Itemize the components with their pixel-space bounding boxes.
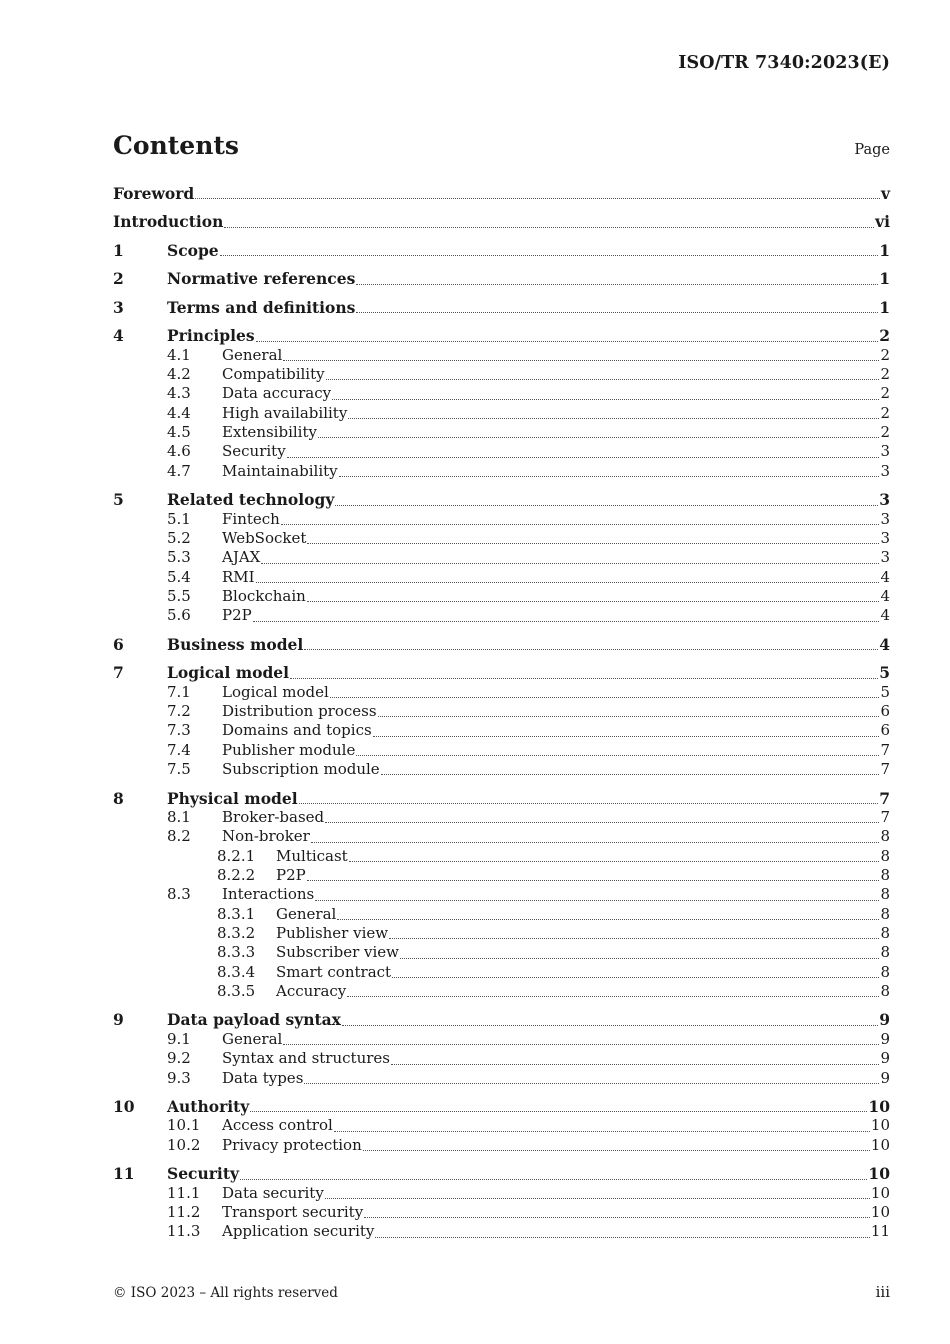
dot-leader	[389, 937, 879, 939]
toc-entry-number: 2	[113, 269, 124, 289]
toc-entry-page: 8	[880, 846, 890, 865]
toc-entry-label: Introduction	[113, 212, 224, 232]
dot-leader	[339, 475, 880, 477]
toc-entry[interactable]	[113, 269, 890, 288]
dot-leader	[250, 1110, 867, 1112]
toc-entry-label: Logical model	[167, 663, 290, 683]
toc-entry-page: 7	[880, 807, 890, 826]
dot-leader	[400, 957, 879, 959]
toc-entry-label: WebSocket	[222, 529, 307, 547]
toc-entry-page: 6	[880, 702, 890, 721]
toc-entry[interactable]	[113, 346, 890, 365]
toc-entry-page: 8	[880, 981, 890, 1000]
dot-leader	[334, 1130, 870, 1132]
toc-entry-page: 10	[870, 1183, 890, 1202]
toc-entry-number: 8.3.1	[217, 904, 256, 923]
toc-entry[interactable]	[113, 1136, 890, 1155]
dot-leader	[364, 1216, 870, 1218]
toc-entry-page: 8	[880, 962, 890, 981]
toc-entry-page: 4	[880, 567, 890, 586]
toc-entry-number: 5.1	[167, 509, 191, 528]
dot-leader	[347, 995, 879, 997]
toc-entry[interactable]	[113, 635, 890, 654]
dot-leader	[356, 754, 879, 756]
toc-entry[interactable]	[113, 1203, 890, 1222]
toc-entry-label: Security	[222, 442, 286, 461]
toc-entry-label: Extensibility	[222, 423, 317, 442]
toc-entry-page: 7	[879, 788, 890, 808]
toc-entry-number: 8.2.2	[217, 865, 256, 884]
toc-entry-number: 8.3	[167, 885, 191, 904]
toc-entry-page: v	[880, 184, 890, 203]
dot-leader	[318, 436, 879, 438]
toc-entry-page: 2	[880, 365, 890, 384]
toc-entry[interactable]	[113, 490, 890, 509]
toc-entry-label: P2P	[276, 865, 306, 884]
toc-entry-number: 5.2	[167, 529, 191, 547]
toc-entry[interactable]	[113, 827, 890, 846]
toc-entry-page: 2	[880, 403, 890, 422]
toc-entry-page: 8	[880, 943, 890, 962]
toc-entry-label: Broker-based	[222, 807, 325, 826]
toc-entry[interactable]	[113, 760, 890, 779]
toc-entry-number: 7.5	[167, 760, 191, 779]
toc-entry-number: 8.3.5	[217, 981, 256, 1000]
toc-entry-label: RMI	[222, 567, 255, 586]
toc-entry[interactable]	[113, 1097, 890, 1116]
toc-entry-label: General	[276, 904, 337, 923]
toc-entry-page: 11	[870, 1222, 890, 1241]
toc-entry[interactable]	[113, 1069, 890, 1088]
toc-entry-label: Logical model	[222, 682, 329, 701]
toc-entry[interactable]	[113, 721, 890, 740]
toc-entry-label: Normative references	[167, 269, 356, 289]
toc-entry[interactable]	[113, 298, 890, 317]
toc-entry-label: Physical model	[167, 788, 298, 808]
toc-entry[interactable]	[113, 1164, 890, 1183]
dot-leader	[332, 398, 879, 400]
toc-entry-label: Subscription module	[222, 760, 380, 779]
toc-entry-number: 6	[113, 634, 124, 654]
toc-entry-label: Scope	[167, 240, 219, 260]
toc-entry[interactable]	[113, 663, 890, 682]
toc-entry-label: Data accuracy	[222, 384, 332, 403]
page-column-label: Page	[854, 142, 890, 158]
dot-leader	[326, 378, 880, 380]
toc-entry-page: 3	[880, 442, 890, 461]
toc-entry[interactable]	[113, 548, 890, 567]
toc-entry-label: Security	[167, 1164, 239, 1184]
dot-leader	[253, 620, 880, 622]
page-title: Contents	[113, 131, 240, 160]
dot-leader	[391, 1063, 879, 1065]
toc-entry-label: Distribution process	[222, 702, 377, 721]
toc-entry-number: 4	[113, 326, 124, 346]
toc-entry-label: High availability	[222, 403, 348, 422]
toc-entry-page: 9	[880, 1068, 890, 1087]
dot-leader	[375, 1236, 870, 1238]
toc-entry-label: Syntax and structures	[222, 1049, 390, 1068]
toc-entry-page: 1	[879, 297, 890, 317]
toc-entry[interactable]	[113, 568, 890, 587]
toc-entry[interactable]	[113, 924, 890, 943]
toc-entry-label: Terms and definitions	[167, 297, 356, 317]
toc-entry[interactable]	[113, 404, 890, 423]
toc-entry-number: 8	[113, 788, 124, 808]
toc-entry-page: 4	[880, 606, 890, 625]
toc-entry[interactable]	[113, 885, 890, 904]
dot-leader	[256, 340, 879, 342]
toc-entry-number: 5.4	[167, 567, 191, 586]
toc-entry-page: 6	[880, 721, 890, 740]
toc-entry-page: 3	[880, 529, 890, 547]
toc-entry[interactable]	[113, 184, 890, 203]
toc-entry[interactable]	[113, 1116, 890, 1135]
toc-entry-number: 11.1	[167, 1183, 201, 1202]
toc-entry[interactable]	[113, 442, 890, 461]
toc-entry-number: 1	[113, 240, 124, 260]
table-of-contents	[113, 184, 890, 1242]
toc-entry-page: 9	[879, 1010, 890, 1030]
dot-leader	[283, 359, 879, 361]
dot-leader	[373, 735, 880, 737]
toc-entry-number: 3	[113, 297, 124, 317]
dot-leader	[342, 1024, 878, 1026]
toc-entry-number: 8.2	[167, 827, 191, 846]
dot-leader	[307, 879, 880, 881]
dot-leader	[363, 1149, 870, 1151]
dot-leader	[311, 841, 880, 843]
toc-entry-page: 8	[880, 904, 890, 923]
dot-leader	[281, 523, 880, 525]
toc-entry-page: 2	[880, 384, 890, 403]
toc-entry[interactable]	[113, 510, 890, 529]
toc-entry-page: 10	[870, 1116, 890, 1135]
toc-entry[interactable]	[113, 606, 890, 625]
toc-entry-label: Non-broker	[222, 827, 310, 846]
toc-entry-page: 1	[879, 269, 890, 289]
toc-entry-number: 11.2	[167, 1202, 201, 1221]
dot-leader	[299, 802, 879, 804]
toc-entry-number: 4.4	[167, 403, 191, 422]
toc-entry-label: Related technology	[167, 490, 335, 510]
toc-entry[interactable]	[113, 587, 890, 606]
toc-entry-label: Principles	[167, 326, 255, 346]
dot-leader	[287, 456, 880, 458]
dot-leader	[224, 226, 874, 228]
toc-entry-page: 7	[880, 740, 890, 759]
toc-entry-page: 10	[870, 1202, 890, 1221]
toc-entry[interactable]	[113, 529, 890, 548]
toc-entry[interactable]	[113, 1049, 890, 1068]
dot-leader	[348, 417, 879, 419]
toc-entry[interactable]	[113, 943, 890, 962]
dot-leader	[220, 254, 879, 256]
toc-entry-label: Fintech	[222, 509, 280, 528]
dot-leader	[256, 581, 880, 583]
toc-entry-number: 4.2	[167, 365, 191, 384]
toc-entry-number: 11	[113, 1164, 135, 1184]
document-id: ISO/TR 7340:2023(E)	[678, 53, 890, 73]
toc-entry-label: AJAX	[222, 548, 261, 567]
toc-entry[interactable]	[113, 1184, 890, 1203]
toc-entry-number: 5.3	[167, 548, 191, 567]
toc-entry[interactable]	[113, 866, 890, 885]
toc-entry-page: 4	[880, 587, 890, 606]
dot-leader	[195, 197, 880, 199]
toc-entry-number: 4.1	[167, 345, 191, 364]
toc-entry[interactable]	[113, 212, 890, 231]
toc-entry-label: Data security	[222, 1183, 324, 1202]
dot-leader	[290, 677, 878, 679]
toc-entry-number: 7.2	[167, 702, 191, 721]
dot-leader	[283, 1043, 879, 1045]
toc-entry[interactable]	[113, 963, 890, 982]
toc-entry-number: 4.6	[167, 442, 191, 461]
toc-entry-label: P2P	[222, 606, 252, 625]
toc-entry[interactable]	[113, 384, 890, 403]
toc-entry-label: Authority	[167, 1096, 250, 1116]
toc-entry[interactable]	[113, 905, 890, 924]
toc-entry-label: Application security	[222, 1222, 375, 1241]
toc-entry-label: General	[222, 1029, 283, 1048]
toc-entry-page: 2	[880, 423, 890, 442]
toc-entry-page: 2	[879, 326, 890, 346]
toc-entry-label: Blockchain	[222, 587, 306, 606]
page-number: iii	[875, 1283, 890, 1301]
toc-entry-label: Interactions	[222, 885, 315, 904]
dot-leader	[392, 976, 879, 978]
toc-entry-number: 8.3.3	[217, 943, 256, 962]
toc-entry-page: 8	[880, 923, 890, 942]
toc-entry-page: 8	[880, 885, 890, 904]
toc-entry-page: 2	[880, 345, 890, 364]
dot-leader	[315, 899, 879, 901]
toc-entry-number: 9.2	[167, 1049, 191, 1068]
toc-entry-number: 4.7	[167, 461, 191, 480]
toc-entry-label: Transport security	[222, 1202, 364, 1221]
toc-entry-page: 5	[880, 682, 890, 701]
toc-entry-page: 3	[880, 461, 890, 480]
dot-leader	[330, 696, 880, 698]
dot-leader	[335, 504, 878, 506]
toc-entry-number: 9.3	[167, 1068, 191, 1087]
dot-leader	[378, 715, 880, 717]
toc-entry-label: Maintainability	[222, 461, 338, 480]
toc-entry-number: 8.1	[167, 807, 191, 826]
toc-entry-number: 11.3	[167, 1222, 201, 1241]
toc-entry-number: 8.2.1	[217, 846, 256, 865]
toc-entry-label: Smart contract	[276, 962, 392, 981]
dot-leader	[307, 600, 880, 602]
toc-entry-label: Business model	[167, 634, 304, 654]
toc-entry[interactable]	[113, 326, 890, 345]
dot-leader	[349, 860, 880, 862]
toc-entry[interactable]	[113, 1030, 890, 1049]
toc-entry-page: 3	[880, 548, 890, 567]
toc-entry-number: 10.2	[167, 1135, 201, 1154]
toc-entry-number: 10	[113, 1096, 135, 1116]
dot-leader	[304, 1082, 879, 1084]
toc-entry-number: 4.5	[167, 423, 191, 442]
toc-entry-page: 3	[880, 509, 890, 528]
toc-entry-label: Compatibility	[222, 365, 325, 384]
toc-entry-label: Data payload syntax	[167, 1010, 341, 1030]
copyright-notice: © ISO 2023 – All rights reserved	[113, 1285, 338, 1301]
toc-entry-label: Domains and topics	[222, 721, 372, 740]
toc-entry[interactable]	[113, 702, 890, 721]
toc-entry[interactable]	[113, 982, 890, 1001]
toc-entry-page: 4	[879, 634, 890, 654]
toc-entry-number: 9.1	[167, 1029, 191, 1048]
toc-entry-label: Subscriber view	[276, 943, 400, 962]
toc-entry-label: Access control	[222, 1116, 333, 1135]
toc-entry[interactable]	[113, 789, 890, 808]
toc-entry-label: Accuracy	[276, 981, 347, 1000]
toc-entry[interactable]	[113, 741, 890, 760]
toc-entry-number: 7.1	[167, 682, 191, 701]
toc-entry-label: Data types	[222, 1068, 304, 1087]
toc-entry[interactable]	[113, 365, 890, 384]
dot-leader	[325, 1197, 870, 1199]
toc-entry-page: 5	[879, 663, 890, 683]
toc-entry-number: 5	[113, 490, 124, 510]
toc-entry-label: Publisher view	[276, 923, 389, 942]
toc-entry-page: 8	[880, 865, 890, 884]
toc-entry-number: 7.3	[167, 721, 191, 740]
toc-entry-number: 9	[113, 1010, 124, 1030]
toc-entry-number: 8.3.4	[217, 962, 256, 981]
toc-entry-number: 7.4	[167, 740, 191, 759]
dot-leader	[356, 311, 878, 313]
toc-entry-label: Foreword	[113, 184, 195, 203]
toc-entry-page: 7	[880, 760, 890, 779]
dot-leader	[337, 918, 879, 920]
toc-entry[interactable]	[113, 847, 890, 866]
toc-entry-number: 4.3	[167, 384, 191, 403]
toc-entry-page: 9	[880, 1029, 890, 1048]
dot-leader	[356, 283, 878, 285]
toc-entry-page: vi	[875, 212, 890, 232]
toc-entry[interactable]	[113, 241, 890, 260]
toc-entry-page: 10	[868, 1164, 890, 1184]
toc-entry-page: 8	[880, 827, 890, 846]
toc-entry-page: 1	[879, 240, 890, 260]
toc-entry-label: Privacy protection	[222, 1135, 362, 1154]
dot-leader	[381, 773, 880, 775]
dot-leader	[307, 542, 879, 544]
toc-entry-page: 3	[879, 490, 890, 510]
toc-entry[interactable]	[113, 808, 890, 827]
toc-entry-label: General	[222, 345, 283, 364]
toc-entry-page: 9	[880, 1049, 890, 1068]
toc-entry-number: 8.3.2	[217, 923, 256, 942]
dot-leader	[240, 1178, 867, 1180]
toc-entry[interactable]	[113, 1222, 890, 1241]
toc-entry[interactable]	[113, 423, 890, 442]
toc-entry-page: 10	[868, 1096, 890, 1116]
toc-entry[interactable]	[113, 1010, 890, 1029]
dot-leader	[261, 562, 879, 564]
toc-entry[interactable]	[113, 683, 890, 702]
toc-entry-number: 10.1	[167, 1116, 201, 1135]
toc-entry-label: Multicast	[276, 846, 348, 865]
toc-entry-label: Publisher module	[222, 740, 356, 759]
toc-entry[interactable]	[113, 462, 890, 481]
dot-leader	[304, 648, 878, 650]
toc-entry-number: 5.6	[167, 606, 191, 625]
dot-leader	[325, 821, 879, 823]
toc-entry-page: 10	[870, 1135, 890, 1154]
toc-entry-number: 7	[113, 663, 124, 683]
toc-entry-number: 5.5	[167, 587, 191, 606]
